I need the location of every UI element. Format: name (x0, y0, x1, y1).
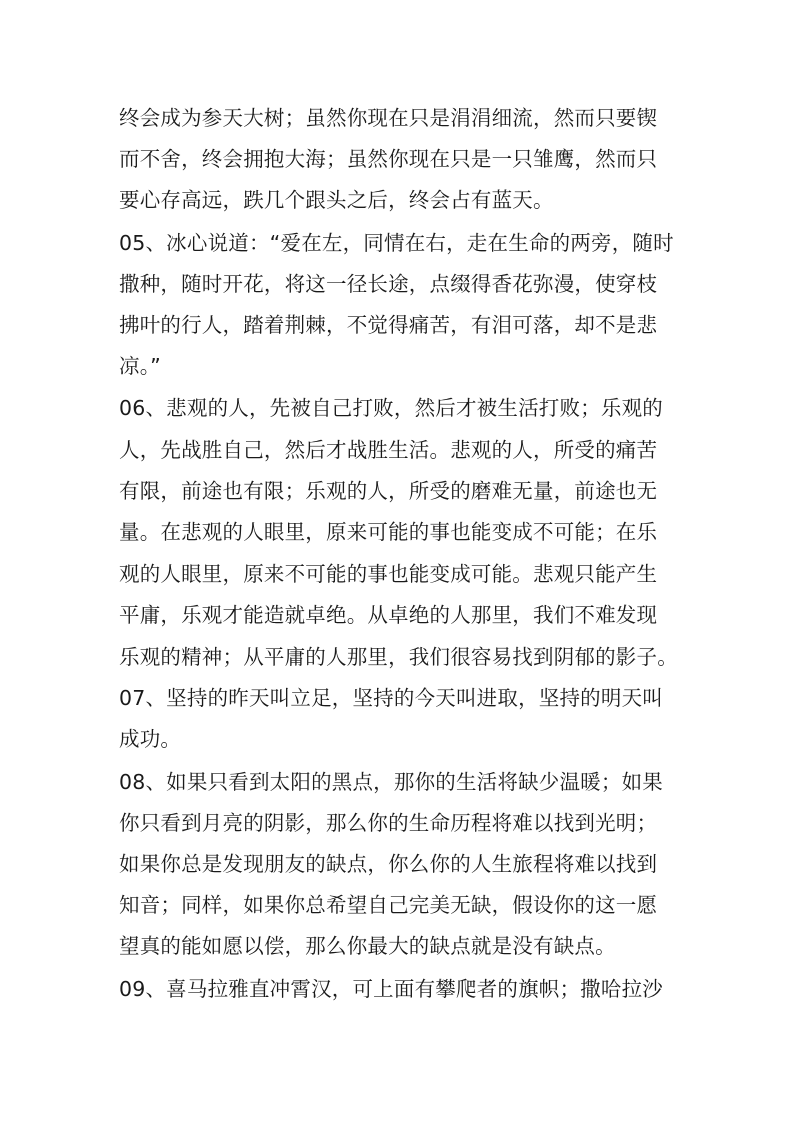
text-line: 撒种，随时开花，将这一径长途，点缀得香花弥漫，使穿枝 (119, 272, 658, 296)
text-line: 如果你总是发现朋友的缺点，你么你的人生旅程将难以找到 (119, 852, 658, 876)
text-line: 有限，前途也有限；乐观的人，所受的磨难无量，前途也无 (119, 479, 658, 503)
text-line: 拂叶的行人，踏着荆棘，不觉得痛苦，有泪可落，却不是悲 (119, 313, 658, 337)
text-line: 观的人眼里，原来不可能的事也能变成可能。悲观只能产生 (119, 562, 658, 586)
text-line: 乐观的精神；从平庸的人那里，我们很容易找到阴郁的影子。 (119, 645, 678, 669)
text-line: 成功。 (119, 727, 182, 751)
text-line: 而不舍，终会拥抱大海；虽然你现在只是一只雏鹰，然而只 (119, 147, 658, 171)
text-line: 人，先战胜自己，然后才战胜生活。悲观的人，所受的痛苦 (119, 438, 658, 462)
text-line: 平庸，乐观才能造就卓绝。从卓绝的人那里，我们不难发现 (119, 603, 658, 627)
text-line: 08、如果只看到太阳的黑点，那你的生活将缺少温暖；如果 (119, 770, 663, 794)
text-line: 量。在悲观的人眼里，原来可能的事也能变成不可能；在乐 (119, 520, 658, 544)
text-line: 06、悲观的人，先被自己打败，然后才被生活打败；乐观的 (119, 396, 663, 420)
text-line: 凉。” (119, 354, 161, 378)
text-line: 要心存高远，跌几个跟头之后，终会占有蓝天。 (119, 188, 554, 212)
text-line: 09、喜马拉雅直冲霄汉，可上面有攀爬者的旗帜；撒哈拉沙 (119, 977, 663, 1001)
text-line: 望真的能如愿以偿，那么你最大的缺点就是没有缺点。 (119, 934, 616, 958)
text-line: 07、坚持的昨天叫立足，坚持的今天叫进取，坚持的明天叫 (119, 686, 663, 710)
text-line: 终会成为参天大树；虽然你现在只是涓涓细流，然而只要锲 (119, 106, 658, 130)
text-line: 知音；同样，如果你总希望自己完美无缺，假设你的这一愿 (119, 893, 658, 917)
text-line: 05、冰心说道：“爱在左，同情在右，走在生命的两旁，随时 (119, 231, 674, 255)
text-line: 你只看到月亮的阴影，那么你的生命历程将难以找到光明； (119, 811, 658, 835)
